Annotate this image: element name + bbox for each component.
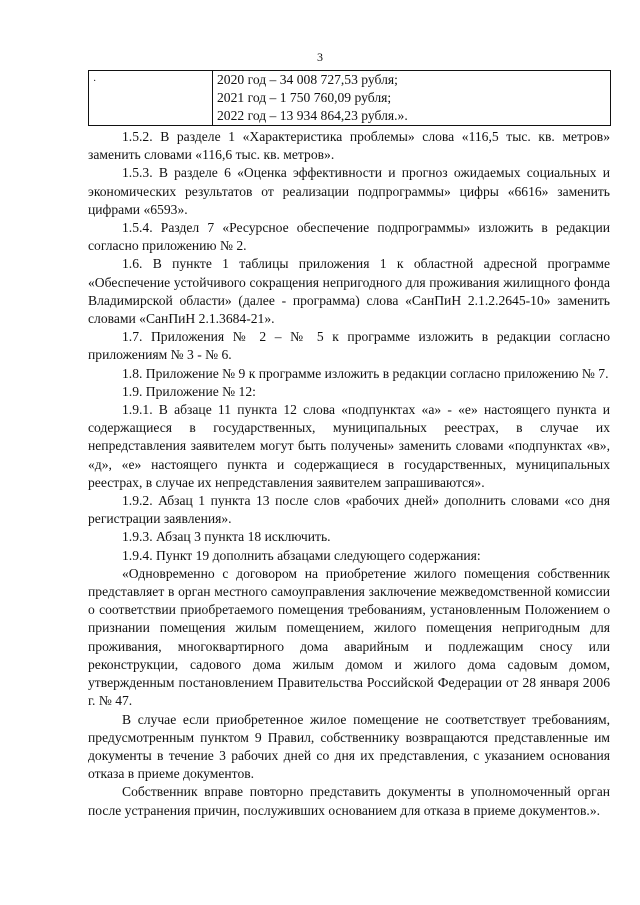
paragraph-1-7: 1.7. Приложения № 2 – № 5 к программе изложить в редакции согласно приложениям № 3 - № 6.	[88, 329, 610, 363]
bullet-mark: ·	[93, 76, 97, 87]
funding-table	[88, 70, 611, 126]
paragraph-1-8: 1.8. Приложение № 9 к программе изложить в редакции согласно приложению № 7.	[122, 365, 609, 381]
quoted-paragraph-1: «Одновременно с договором на приобретение жилого помещения собственник представляет в орган местного самоуправления заключение межведомственной комиссии о соответствии приобретаемого помещения требованиям, установленным Положением о признании помещения жилым помещением, жилого помещения непригодным для проживания, многоквартирного дома аварийным и подлежащим сносу или реконструкции, садового дома жилым домом и жилого дома садовым домом, утвержденным постановлением Правительства Российской Федерации от 28 января 2006 г. № 47.	[88, 565, 610, 709]
paragraph-1-9-2: 1.9.2. Абзац 1 пункта 13 после слов «рабочих дней» дополнить словами «со дня регистрации заявления».	[88, 493, 610, 527]
table-cell-right	[213, 71, 611, 126]
paragraph-1-9-1: 1.9.1. В абзаце 11 пункта 12 слова «подпунктах «а» - «е» настоящего пункта и содержащиеся в государственных, муниципальных реестрах, в случае их непредставления заявителем могут быть получены» заменить словами «подпунктах «в», «д», «е» настоящего пункта и содержащиеся в государственных, муниципальных реестрах, в случае их непредставления заявителем запрашиваются».	[88, 402, 610, 490]
quoted-paragraph-2: В случае если приобретенное жилое помещение не соответствует требованиям, предусмотренным пунктом 9 Правил, собственнику возвращаются представленные им документы в течение 3 рабочих дней со дня их представления, с указанием основания отказа в приеме документов.	[88, 711, 610, 782]
page-number: 3	[317, 50, 323, 64]
paragraph-1-9: 1.9. Приложение № 12:	[122, 383, 256, 399]
funding-line-2022: 2022 год – 13 934 864,23 рубля.».	[217, 108, 408, 123]
table-cell-left	[89, 71, 213, 126]
paragraph-1-6: 1.6. В пункте 1 таблицы приложения 1 к областной адресной программе «Обеспечение устойчивого сокращения непригодного для проживания жилищного фонда Владимирской области» (далее - программа) слова «СанПиН 2.1.2.2645-10» заменить словами «СанПиН 2.1.3684-21».	[88, 256, 610, 327]
paragraph-1-9-3: 1.9.3. Абзац 3 пункта 18 исключить.	[122, 529, 331, 545]
paragraph-1-5-3: 1.5.3. В разделе 6 «Оценка эффективности и прогноз ожидаемых социальных и экономических результатов от реализации подпрограммы» цифры «6616» заменить цифрами «6593».	[88, 165, 610, 217]
funding-line-2020: 2020 год – 34 008 727,53 рубля;	[217, 72, 398, 87]
paragraph-1-5-2: 1.5.2. В разделе 1 «Характеристика проблемы» слова «116,5 тыс. кв. метров» заменить словами «116,6 тыс. кв. метров».	[88, 129, 610, 163]
paragraph-1-5-4: 1.5.4. Раздел 7 «Ресурсное обеспечение подпрограммы» изложить в редакции согласно приложению № 2.	[88, 220, 610, 254]
table-row	[89, 71, 611, 126]
quoted-paragraph-3: Собственник вправе повторно представить документы в уполномоченный орган после устранения причин, послуживших основанием для отказа в приеме документов.».	[88, 784, 610, 818]
paragraph-1-9-4: 1.9.4. Пункт 19 дополнить абзацами следующего содержания:	[122, 547, 481, 563]
document-body	[88, 128, 610, 820]
funding-line-2021: 2021 год – 1 750 760,09 рубля;	[217, 90, 392, 105]
